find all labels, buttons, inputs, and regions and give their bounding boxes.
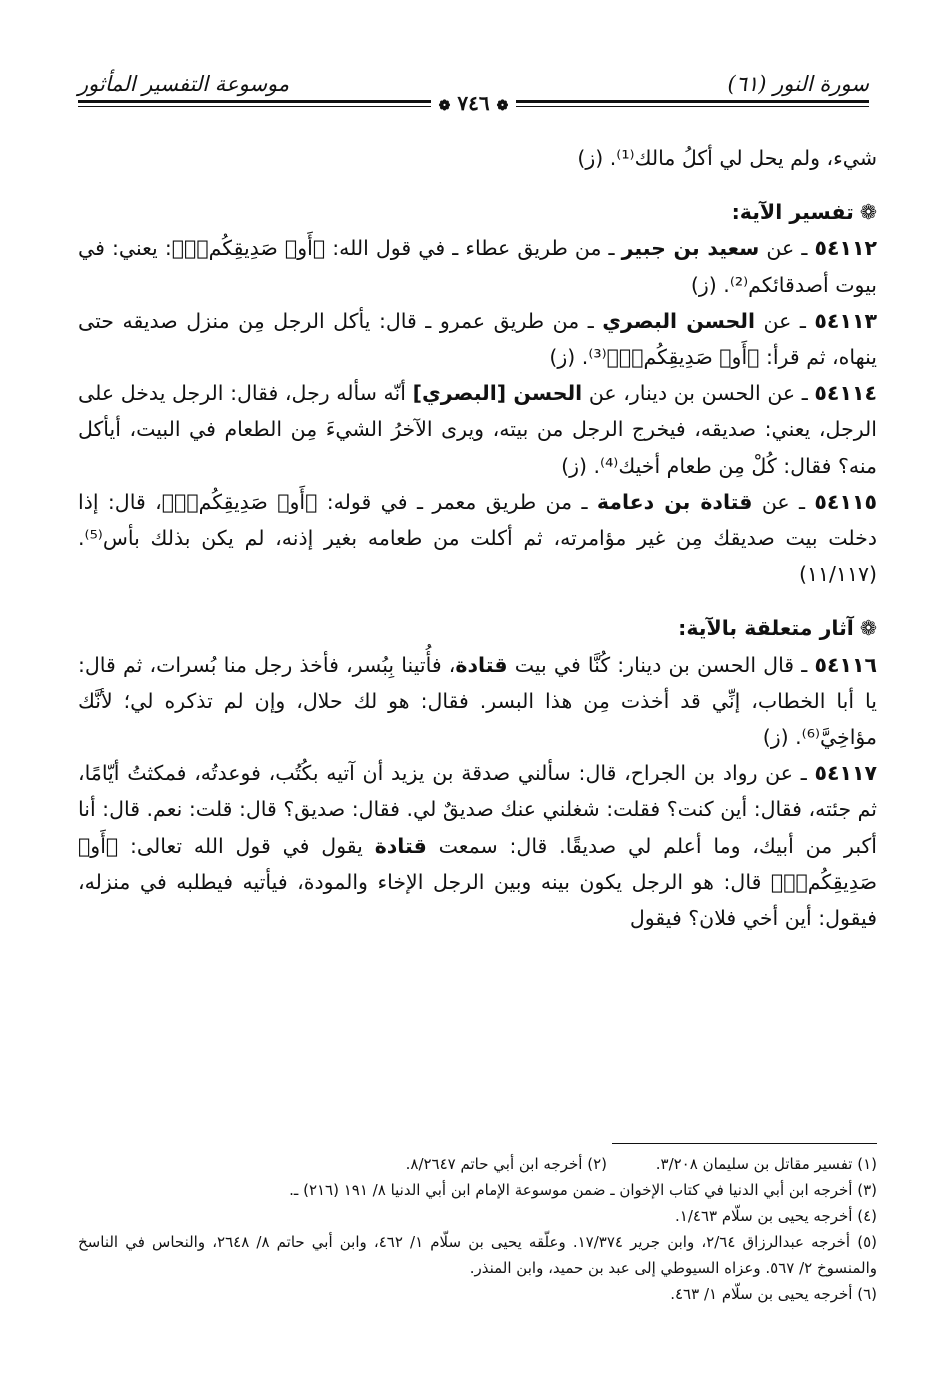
section-heading-athar: ❁آثار متعلقة بالآية: bbox=[678, 616, 877, 641]
entry-54117: ٥٤١١٧ ـ عن رواد بن الجراح، قال: سألني صدقة بن يزيد أن آتيه بكُتُب، فوعدتُه، فمكثتُ أيّامًا، ثم جئته، فقال: أين كنت؟ فقلت: شغلني عنك صديقٌ لي. فقال: صديق؟ قال: قلت: نعم. قال: أنا أكبر من أبيك، وما أعلم لي صديقًا. قال: سمعت قتادة يقول في قول الله تعالى: ﴿أَوۡ صَدِيقِكُمۡۚ﴾ قال: هو الرجل يكون بينه وبين الرجل الإخاء والمودة، فيأتيه فيطلبه في منزله، فيقول: أين أخي فلان؟ فيقول bbox=[78, 761, 877, 931]
entry-number: ٥٤١١٤ bbox=[814, 381, 877, 406]
entry-54116: ٥٤١١٦ ـ قال الحسن بن دينار: كُنَّا في بيت قتادة، فأُتينا بِبُسر، فأخذ رجل منا بُسرات، ثم قال: يا أبا الخطاب، إنِّي قد أخذت مِن هذا البسر. فقال: هو لك حلال، وإن لم تذكره لي؛ لأنَّك مؤاخِيَّ⁽⁶⁾. (ز) bbox=[78, 652, 877, 750]
section-heading-tafsir: ❁تفسير الآية: bbox=[731, 200, 877, 225]
entry-number: ٥٤١١٣ bbox=[814, 308, 877, 333]
entry-number: ٥٤١١٧ bbox=[814, 761, 877, 786]
main-text bbox=[78, 140, 877, 936]
ornament-icon: ❁ bbox=[496, 98, 509, 114]
page-number: ❁ ٧٤٦ ❁ bbox=[0, 91, 947, 115]
narrator-name: الحسن [البصري] bbox=[412, 381, 583, 406]
narrator-name: سعيد بن جبير bbox=[621, 236, 760, 261]
entry-54112: ٥٤١١٢ ـ عن سعيد بن جبير ـ من طريق عطاء ـ في قول الله: ﴿أَوۡ صَدِيقِكُمۡۚ﴾: يعني: في بيوت أصدقائكم⁽²⁾. (ز) bbox=[78, 236, 877, 297]
footnote-3: (٣) أخرجه ابن أبي الدنيا في كتاب الإخوان ـ ضمن موسوعة الإمام ابن أبي الدنيا ٨/ ١٩١ (٢١٦) ـ. bbox=[289, 1181, 877, 1199]
footnote-5: (٥) أخرجه عبدالرزاق ٢/٦٤، وابن جرير ١٧/٣٧٤. وعلّقه يحيى بن سلّام ١/ ٤٦٢، وابن أبي حاتم ٨/ ٢٦٤٨، والنحاس في الناسخ والمنسوخ ٢/ ٥٦٧. وعزاه السيوطي إلى عبد بن حميد، وابن المنذر. bbox=[78, 1233, 877, 1277]
narrator-name: قتادة بن دعامة bbox=[596, 489, 753, 514]
footnote-2: (٢) أخرجه ابن أبي حاتم ٨/٢٦٤٧. bbox=[405, 1155, 607, 1173]
narrator-name: الحسن البصري bbox=[602, 308, 756, 333]
entry-54115: ٥٤١١٥ ـ عن قتادة بن دعامة ـ من طريق معمر ـ في قوله: ﴿أَوۡ صَدِيقِكُمۡۚ﴾، قال: إذا دخلت بيت صديقك مِن غير مؤامرته، ثم أكلت من طعامه بغير إذنه، لم يكن بذلك بأس⁽⁵⁾. (١١/١١٧) bbox=[78, 489, 877, 587]
surah-title: سورة النور (٦١) bbox=[727, 72, 869, 96]
entry-number: ٥٤١١٢ bbox=[814, 236, 877, 261]
entry-number: ٥٤١١٦ bbox=[814, 652, 877, 677]
book-title: موسوعة التفسير المأثور bbox=[78, 72, 290, 96]
narrator-name: قتادة bbox=[374, 833, 427, 858]
narrator-name: قتادة bbox=[455, 652, 508, 677]
footnote-row bbox=[78, 1151, 877, 1177]
footnote-6: (٦) أخرجه يحيى بن سلّام ١/ ٤٦٣. bbox=[670, 1285, 877, 1303]
entry-54113: ٥٤١١٣ ـ عن الحسن البصري ـ من طريق عمرو ـ قال: يأكل الرجل مِن منزل صديقه حتى ينهاه، ثم قرأ: ﴿أَوۡ صَدِيقِكُمۡۚ﴾⁽³⁾. (ز) bbox=[78, 308, 877, 370]
ornament-icon: ❁ bbox=[438, 98, 451, 114]
footnote-4: (٤) أخرجه يحيى بن سلّام ١/٤٦٣. bbox=[675, 1207, 877, 1225]
footnote-separator bbox=[612, 1143, 877, 1144]
entry-54114: ٥٤١١٤ ـ عن الحسن بن دينار، عن الحسن [البصري] أنّه سأله رجل، فقال: الرجل يدخل على الرجل، يعني: صديقه، فيخرج الرجل من بيته، ويرى الآخرُ الشيءَ مِن الطعام في البيت، أيأكل منه؟ فقال: كُلْ مِن طعام أخيك⁽⁴⁾. (ز) bbox=[78, 381, 877, 478]
entry-number: ٥٤١١٥ bbox=[814, 489, 877, 514]
intro-line: شيء، ولم يحل لي أكلُ مالك⁽¹⁾. (ز) bbox=[577, 146, 877, 170]
flower-ornament-icon: ❁ bbox=[859, 616, 877, 641]
flower-ornament-icon: ❁ bbox=[859, 200, 877, 225]
footnotes bbox=[78, 1151, 877, 1307]
footnote-1: (١) تفسير مقاتل بن سليمان ٣/٢٠٨. bbox=[655, 1155, 877, 1173]
